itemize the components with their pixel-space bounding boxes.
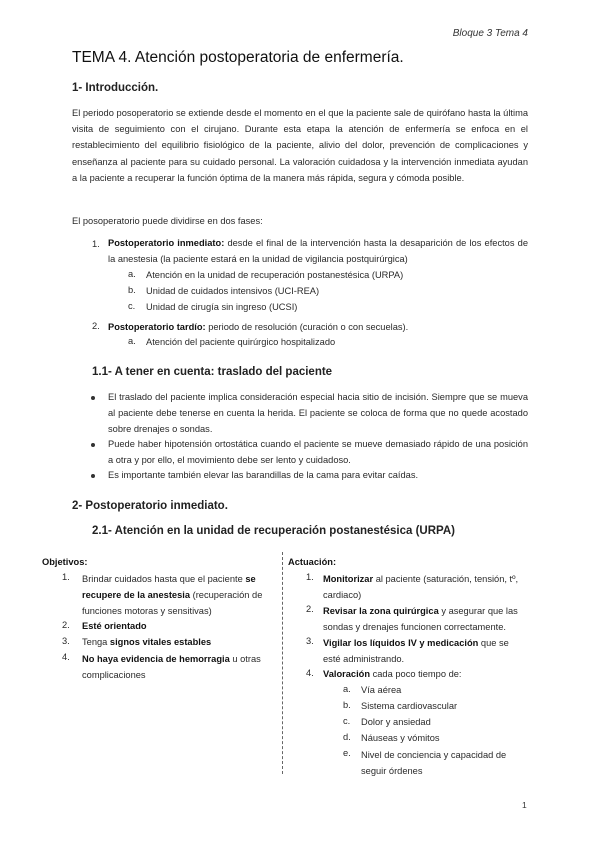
phase-2-item: Atención del paciente quirúrgico hospitalizado	[146, 337, 336, 347]
actuacion-item: Vigilar los líquidos IV y medicación que se esté administrando.	[323, 638, 509, 664]
list-letter: b.	[128, 285, 136, 295]
section-heading-urpa: 2.1- Atención en la unidad de recuperación postanestésica (URPA)	[92, 525, 455, 537]
list-number: 2.	[92, 321, 100, 331]
list-number: 3.	[62, 636, 70, 646]
phase-1-item: Unidad de cuidados intensivos (UCI-REA)	[146, 286, 320, 296]
valoracion-item: Nivel de conciencia y capacidad de seguir órdenes	[361, 750, 507, 776]
column-divider	[282, 552, 283, 774]
traslado-bullet: Es importante también elevar las barandillas de la cama para evitar caídas.	[108, 470, 419, 480]
page-title: TEMA 4. Atención postoperatoria de enfermería.	[72, 49, 404, 66]
list-letter: a.	[343, 684, 351, 694]
running-header: Bloque 3 Tema 4	[452, 28, 528, 39]
objetivo-item: Brindar cuidados hasta que el paciente se recupere de la anestesia (recuperación de funciones motoras y sensitivas)	[82, 574, 263, 616]
list-letter: c.	[128, 301, 136, 311]
objetivo-item: Tenga signos vitales estables	[82, 637, 212, 647]
valoracion-item: Náuseas y vómitos	[361, 733, 440, 743]
list-number: 1.	[306, 572, 314, 582]
objetivo-item: Esté orientado	[82, 621, 147, 631]
traslado-bullet: Puede haber hipotensión ortostática cuando el paciente se mueve demasiado rápido de una posición a otra y por ello, el movimiento debe ser lento y cuidadoso.	[108, 439, 528, 465]
section-heading-inmediato: 2- Postoperatorio inmediato.	[72, 500, 228, 512]
objetivo-item: No haya evidencia de hemorragia u otras complicaciones	[82, 654, 261, 680]
actuacion-item: Valoración cada poco tiempo de:	[323, 669, 462, 679]
page-number: 1	[522, 800, 527, 810]
valoracion-item: Sistema cardiovascular	[361, 701, 458, 711]
list-number: 2.	[306, 604, 314, 614]
actuacion-item: Monitorizar al paciente (saturación, tensión, tº, cardiaco)	[323, 574, 519, 600]
intro-paragraph: El periodo posoperatorio se extiende desde el momento en el que la paciente sale de quirófano hasta la última visita de seguimiento con el cirujano. Durante esta etapa la atención de enfermería se enfoca en el restablecimiento del equilibrio fisiológico de la paciente, alivio del dolor, prevención de complicaciones y enseñanza al paciente para su cuidado personal. La valoración cuidadosa y la intervención inmediata ayudan a la paciente a recuperar la función óptima de la manera más rápida, segura y cómoda posible.	[72, 108, 528, 183]
valoracion-item: Vía aérea	[361, 685, 402, 695]
traslado-bullet: El traslado del paciente implica consideración especial hacia sitio de incisión. Siempre que se mueva al paciente debe tenerse en cuenta la herida. El paciente se coloca de forma que no quede acostado sobre drenajes o sondas.	[108, 392, 528, 434]
phase-1-text: Postoperatorio inmediato: desde el final de la intervención hasta la desaparición de los efectos de la anestesia (la paciente estará en la unidad de vigilancia postquirúrgica)	[108, 238, 528, 264]
list-letter: d.	[343, 732, 351, 742]
actuacion-item: Revisar la zona quirúrgica y asegurar que las sondas y drenajes funcionen correctamente.	[323, 606, 518, 632]
list-letter: a.	[128, 269, 136, 279]
bullet-dot	[91, 474, 95, 478]
phase-1-item: Unidad de cirugía sin ingreso (UCSI)	[146, 302, 298, 312]
list-number: 4.	[62, 652, 70, 662]
section-heading-traslado: 1.1- A tener en cuenta: traslado del paciente	[92, 366, 333, 378]
actuacion-label: Actuación:	[288, 557, 337, 567]
section-heading-intro: 1- Introducción.	[72, 82, 159, 94]
bullet-dot	[91, 443, 95, 447]
list-letter: e.	[343, 748, 351, 758]
objetivos-label: Objetivos:	[42, 557, 88, 567]
list-number: 1.	[92, 239, 100, 249]
list-letter: a.	[128, 336, 136, 346]
list-letter: b.	[343, 700, 351, 710]
phase-1-item: Atención en la unidad de recuperación postanestésica (URPA)	[146, 270, 404, 280]
list-number: 1.	[62, 572, 70, 582]
valoracion-item: Dolor y ansiedad	[361, 717, 431, 727]
phase-2-text: Postoperatorio tardío: periodo de resolución (curación o con secuelas).	[108, 322, 409, 332]
bullet-dot	[91, 396, 95, 400]
list-number: 3.	[306, 636, 314, 646]
list-letter: c.	[343, 716, 351, 726]
list-number: 2.	[62, 620, 70, 630]
phases-intro-paragraph: El posoperatorio puede dividirse en dos fases:	[72, 216, 263, 226]
list-number: 4.	[306, 668, 314, 678]
